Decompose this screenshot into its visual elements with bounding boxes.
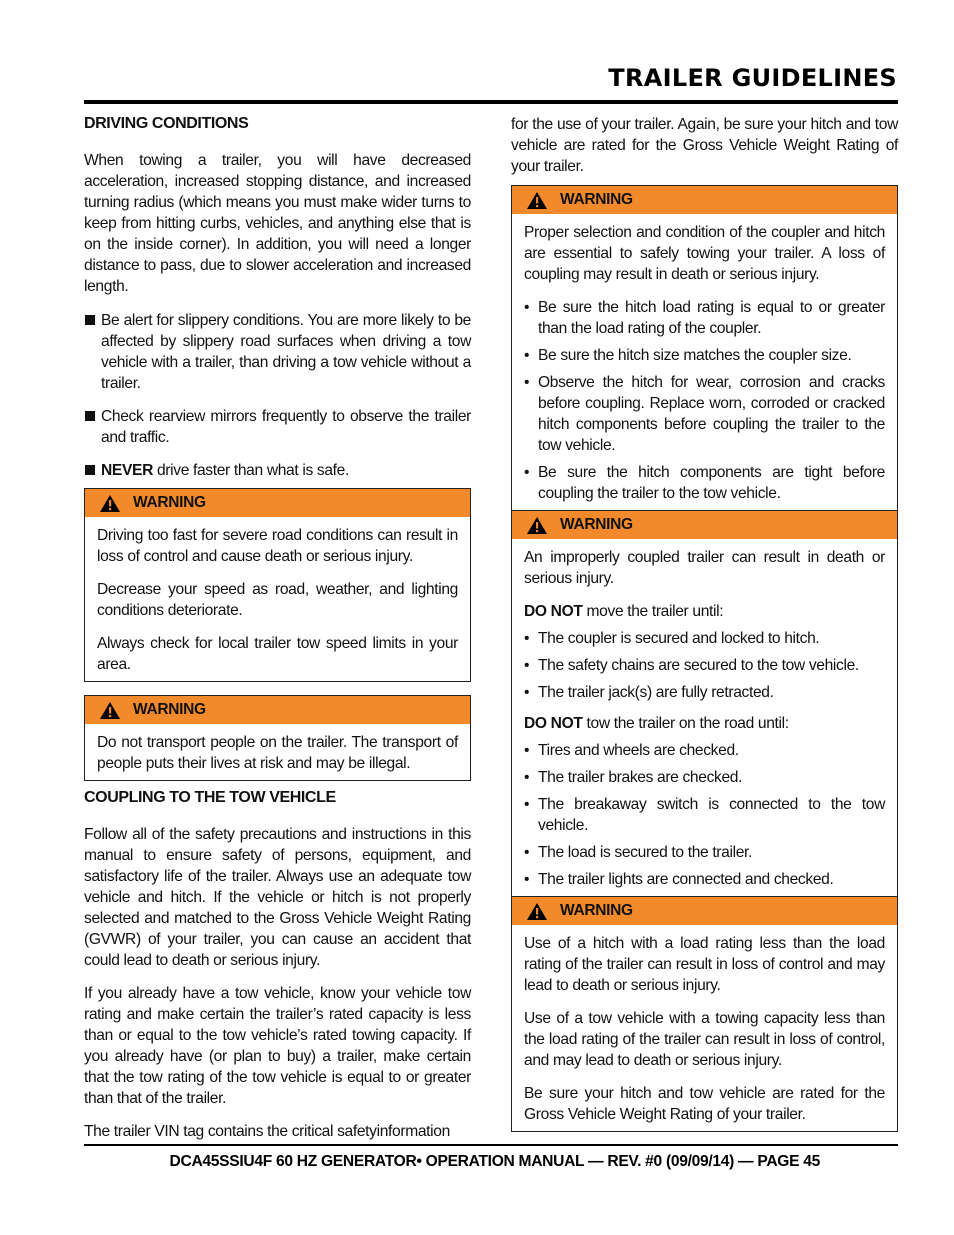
warning-text: Decrease your speed as road, weather, and lighting conditions deteriorate. [97, 581, 458, 619]
list-item: • The safety chains are secured to the tow vehicle. [524, 657, 859, 674]
do-not-tow-list [524, 740, 885, 890]
driving-bullets [84, 310, 471, 481]
warning-box-load-rating [511, 896, 898, 1132]
warning-header [85, 696, 470, 724]
warning-triangle-icon [526, 902, 548, 921]
warning-text: Be sure your hitch and tow vehicle are rated for the Gross Vehicle Weight Rating of your trailer. [524, 1085, 885, 1123]
warning-label: WARNING [133, 701, 206, 718]
list-item: • Be sure the hitch size matches the coupler size. [524, 347, 852, 364]
square-bullet-icon [85, 411, 95, 421]
list-item: • Observe the hitch for wear, corrosion and cracks before coupling. Replace worn, corroded or cracked hitch components before coupling the trailer to the tow vehicle. [524, 374, 885, 454]
list-item-text: drive faster than what is safe. [152, 462, 349, 479]
warning-box-passengers [84, 695, 471, 781]
warning-text: Use of a tow vehicle with a towing capacity less than the load rating of the trailer can result in loss of control, and may lead to death or serious injury. [524, 1010, 885, 1069]
list-item [84, 460, 471, 481]
list-item-text: Be alert for slippery conditions. You are more likely to be affected by slippery road surfaces when driving a tow vehicle with a trailer, than driving a tow vehicle without a trailer. [101, 312, 471, 392]
warning-body [85, 517, 470, 681]
coupling-paragraph: The trailer VIN tag contains the critical safetyinformation [84, 1123, 450, 1140]
list-item: • The trailer brakes are checked. [524, 769, 743, 786]
warning-label: WARNING [560, 191, 633, 208]
warning-body [85, 724, 470, 780]
do-not-move-line: DO NOT move the trailer until: [524, 603, 724, 620]
warning-text: Do not transport people on the trailer. The transport of people puts their lives at risk and may be illegal. [97, 734, 458, 772]
left-column [84, 113, 471, 1142]
warning-header [512, 186, 897, 214]
list-item: • The load is secured to the trailer. [524, 844, 752, 861]
never-emphasis: NEVER [101, 462, 153, 479]
warning-text: Driving too fast for severe road conditions can result in loss of control and cause death or serious injury. [97, 527, 458, 565]
warning-label: WARNING [560, 516, 633, 533]
driving-conditions-heading: DRIVING CONDITIONS [84, 115, 249, 132]
list-item-text: Check rearview mirrors frequently to observe the trailer and traffic. [101, 408, 471, 446]
right-column [511, 114, 898, 1132]
warning-box-coupler [511, 185, 898, 511]
list-item: • Be sure the hitch components are tight before coupling the trailer to the tow vehicle. [524, 464, 885, 502]
page-footer: DCA45SSIU4F 60 HZ GENERATOR• OPERATION MANUAL — REV. #0 (09/09/14) — PAGE 45 [169, 1153, 820, 1170]
square-bullet-icon [85, 465, 95, 475]
square-bullet-icon [85, 315, 95, 325]
warning-triangle-icon [526, 516, 548, 535]
driving-intro: When towing a trailer, you will have decreased acceleration, increased stopping distance, and increased turning radius (which means you must make wider turns to keep from hitting curbs, vehicles, and anything else that is on the inside corner). In addition, you will need a longer distance to pass, due to slower acceleration and increased length. [84, 152, 471, 295]
list-item: • The trailer lights are connected and checked. [524, 871, 834, 888]
warning-text: Proper selection and condition of the coupler and hitch are essential to safely towing your trailer. A loss of coupling may result in death or serious injury. [524, 224, 885, 283]
footer-rule [84, 1144, 898, 1146]
list-item: • The breakaway switch is connected to the tow vehicle. [524, 796, 885, 834]
coupling-paragraph: If you already have a tow vehicle, know your vehicle tow rating and make certain the trailer’s rated capacity is less than or equal to the tow vehicle’s rated towing capacity. If you already have (or plan to buy) a trailer, make certain that the tow rating of the tow vehicle is equal to or greater than that of the trailer. [84, 985, 471, 1107]
warning-header [512, 897, 897, 925]
page-title: TRAILER GUIDELINES [608, 64, 897, 92]
warning-text: Use of a hitch with a load rating less than the load rating of the trailer can result in loss of control and may lead to death or serious injury. [524, 935, 885, 994]
list-item: • Be sure the hitch load rating is equal to or greater than the load rating of the coupler. [524, 299, 885, 337]
continued-paragraph: for the use of your trailer. Again, be sure your hitch and tow vehicle are rated for the Gross Vehicle Weight Rating of your trailer. [511, 116, 898, 175]
warning-body [512, 214, 897, 510]
list-item: • The trailer jack(s) are fully retracted. [524, 684, 774, 701]
warning-text: Always check for local trailer tow speed limits in your area. [97, 635, 458, 673]
warning-body [512, 925, 897, 1131]
do-not-move-list [524, 628, 885, 703]
warning-box-speed [84, 488, 471, 682]
coupling-heading: COUPLING TO THE TOW VEHICLE [84, 789, 336, 806]
list-item: • Tires and wheels are checked. [524, 742, 739, 759]
title-rule [84, 100, 898, 104]
warning-header [512, 511, 897, 539]
warning-body [512, 539, 897, 896]
warning-box-improper-coupling [511, 510, 898, 897]
warning-triangle-icon [99, 701, 121, 720]
do-not-tow-line: DO NOT tow the trailer on the road until: [524, 715, 789, 732]
warning-header [85, 489, 470, 517]
warning-label: WARNING [133, 494, 206, 511]
warning-triangle-icon [526, 191, 548, 210]
warning-triangle-icon [99, 494, 121, 513]
list-item [84, 310, 471, 394]
list-item [84, 406, 471, 448]
list-item: • The coupler is secured and locked to hitch. [524, 630, 820, 647]
coupler-checklist [524, 297, 885, 504]
warning-label: WARNING [560, 902, 633, 919]
coupling-paragraph: Follow all of the safety precautions and instructions in this manual to ensure safety of persons, equipment, and satisfactory life of the trailer. Always use an adequate tow vehicle and hitch. If the vehicle or hitch is not properly selected and matched to the Gross Vehicle Weight Rating (GVWR) of your trailer, you can cause an accident that could lead to death or serious injury. [84, 826, 471, 969]
warning-text: An improperly coupled trailer can result in death or serious injury. [524, 549, 885, 587]
